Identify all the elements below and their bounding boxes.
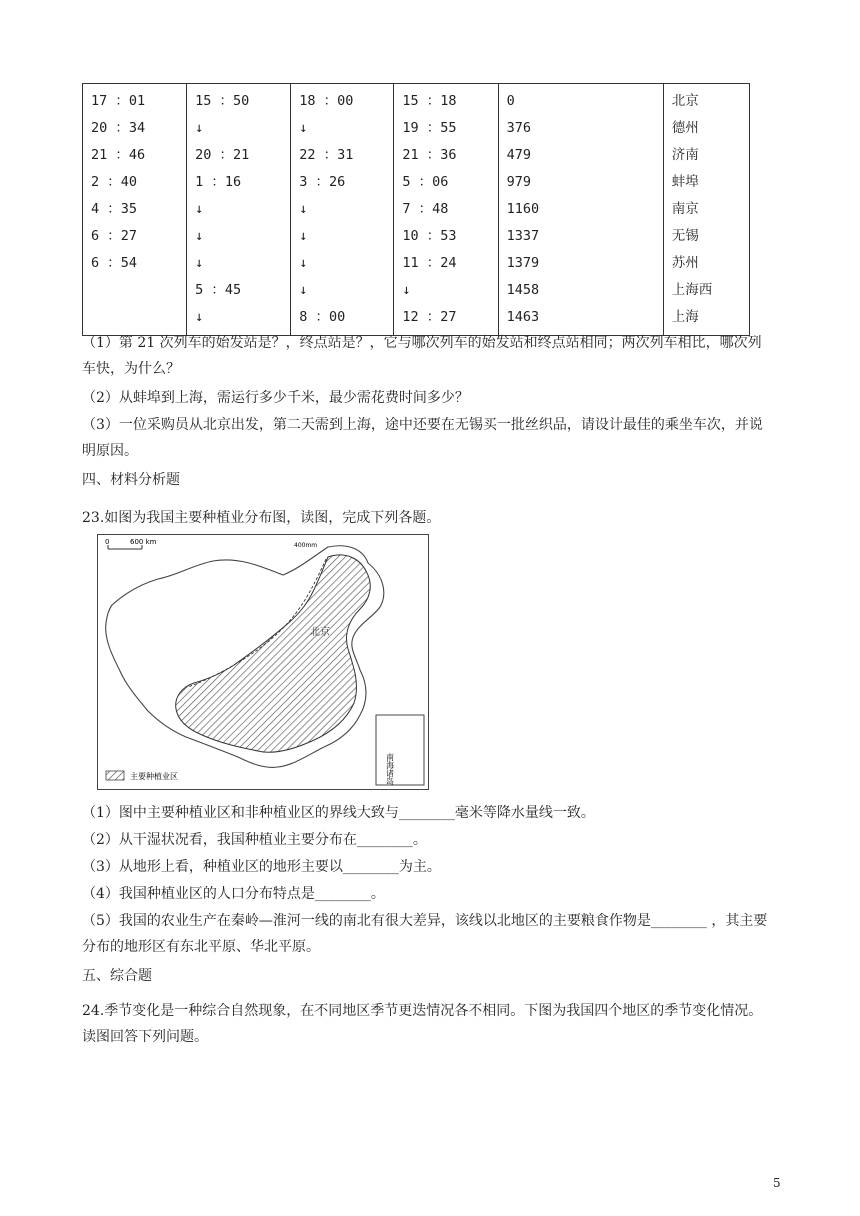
timetable-cell: 1 ：16 [195,174,242,190]
station-name: 济南 [671,147,699,163]
section-heading-5: 五、综合题 [82,968,152,984]
question-22-3: （3）一位采购员从北京出发，第二天需到上海，途中还要在无锡买一批丝织品，请设计最佳的乘坐车次，并说明原因。 [82,417,763,459]
timetable-cell: 6 ：54 [91,255,138,271]
planting-distribution-map [97,534,429,790]
timetable-cell: 1337 [506,228,540,244]
timetable-cell: ↓ [195,309,204,325]
legend-label: 主要种植业区 [130,772,178,781]
timetable-cell: 7 ：48 [402,201,449,217]
china-map-svg [98,535,428,789]
timetable-cell: ↓ [195,201,204,217]
timetable-cell: 11 ：24 [402,255,457,271]
timetable-cell: 3 ：26 [299,174,346,190]
beijing-label: 北京 [310,627,330,638]
train-column-2 [187,84,291,336]
question-23-4: （4）我国种植业区的人口分布特点是________。 [82,886,385,902]
distance-column [498,84,663,336]
question-23-1: （1）图中主要种植业区和非种植业区的界线大致与________毫米等降水量线一致。 [82,805,595,821]
planting-zone [176,555,371,752]
timetable-cell: 15 ：50 [195,93,250,109]
timetable-cell: 479 [506,147,531,163]
timetable-cell: ↓ [299,282,308,298]
timetable-cell: 20 ：34 [91,120,146,136]
timetable-cell: 21 ：46 [91,147,146,163]
isohyet-label: 400mm [294,542,318,549]
timetable-cell: ↓ [195,228,204,244]
timetable-cell: 18 ：00 [299,93,354,109]
timetable-cell: ↓ [299,255,308,271]
station-name: 苏州 [671,255,699,271]
timetable-cell: 1379 [506,255,540,271]
timetable-cell: ↓ [195,120,204,136]
map-scale-bar [105,538,157,549]
south-sea-inset [376,715,424,786]
question-23-5: （5）我国的农业生产在秦岭—淮河一线的南北有很大差异，该线以北地区的主要粮食作物是________ ，其主要分布的地形区有东北平原、华北平原。 [82,913,768,955]
timetable-cell [91,304,178,331]
station-name: 蚌埠 [671,174,699,190]
timetable-cell: 1458 [506,282,540,298]
train-timetable [82,83,750,336]
station-name: 德州 [671,120,699,136]
timetable-cell: 5 ：45 [195,282,242,298]
timetable-cell: 5 ：06 [402,174,449,190]
timetable-cell [91,277,178,304]
train-column-3 [291,84,394,336]
question-24-intro: 24.季节变化是一种综合自然现象，在不同地区季节更迭情况各不相同。下图为我国四个地区的季节变化情况。读图回答下列问题。 [82,1003,763,1045]
timetable-cell: 17 ：01 [91,93,146,109]
section-heading-4: 四、材料分析题 [82,472,180,488]
question-23-3: （3）从地形上看，种植业区的地形主要以________为主。 [82,859,441,875]
timetable-cell: 1160 [506,201,540,217]
timetable-cell: 0 [506,93,515,109]
scale-label: 600 km [130,538,157,546]
question-22-2: （2）从蚌埠到上海，需运行多少千米，最少需花费时间多少？ [82,390,469,406]
question-22-1: （1）第 21 次列车的始发站是？，终点站是？，它与哪次列车的始发站和终点站相同；两次列车相比，哪次列车快，为什么？ [82,335,762,377]
page-number: 5 [773,1176,781,1190]
south-sea-label: 南海诸岛 [385,753,395,785]
timetable-cell: 10 ：53 [402,228,457,244]
timetable-cell: ↓ [195,255,204,271]
timetable-cell: ↓ [299,228,308,244]
map-legend [106,771,178,781]
station-name: 上海西 [671,282,713,298]
station-name: 南京 [671,201,699,217]
timetable-cell: 4 ：35 [91,201,138,217]
station-name: 上海 [671,309,699,325]
timetable-cell: 8 ：00 [299,309,346,325]
timetable-cell: 6 ：27 [91,228,138,244]
timetable-cell: 376 [506,120,531,136]
timetable-cell: 1463 [506,309,540,325]
station-name: 无锡 [671,228,699,244]
timetable-cell: 22 ：31 [299,147,354,163]
timetable-cell: 979 [506,174,531,190]
timetable-cell: ↓ [402,282,411,298]
train-column-4 [394,84,498,336]
table-row [83,84,750,336]
question-23-intro: 23.如图为我国主要种植业分布图，读图，完成下列各题。 [82,510,441,526]
question-23-2: （2）从干湿状况看，我国种植业主要分布在________。 [82,832,427,848]
timetable-cell: 21 ：36 [402,147,457,163]
timetable-cell: 12 ：27 [402,309,457,325]
timetable-cell: 19 ：55 [402,120,457,136]
timetable-cell: ↓ [299,120,308,136]
timetable-cell: 15 ：18 [402,93,457,109]
station-column [663,84,749,336]
train-column-1 [83,84,187,336]
scale-zero: 0 [105,538,110,546]
timetable-cell: 20 ：21 [195,147,250,163]
timetable-cell: 2 ：40 [91,174,138,190]
station-name: 北京 [671,93,699,109]
timetable-cell: ↓ [299,201,308,217]
